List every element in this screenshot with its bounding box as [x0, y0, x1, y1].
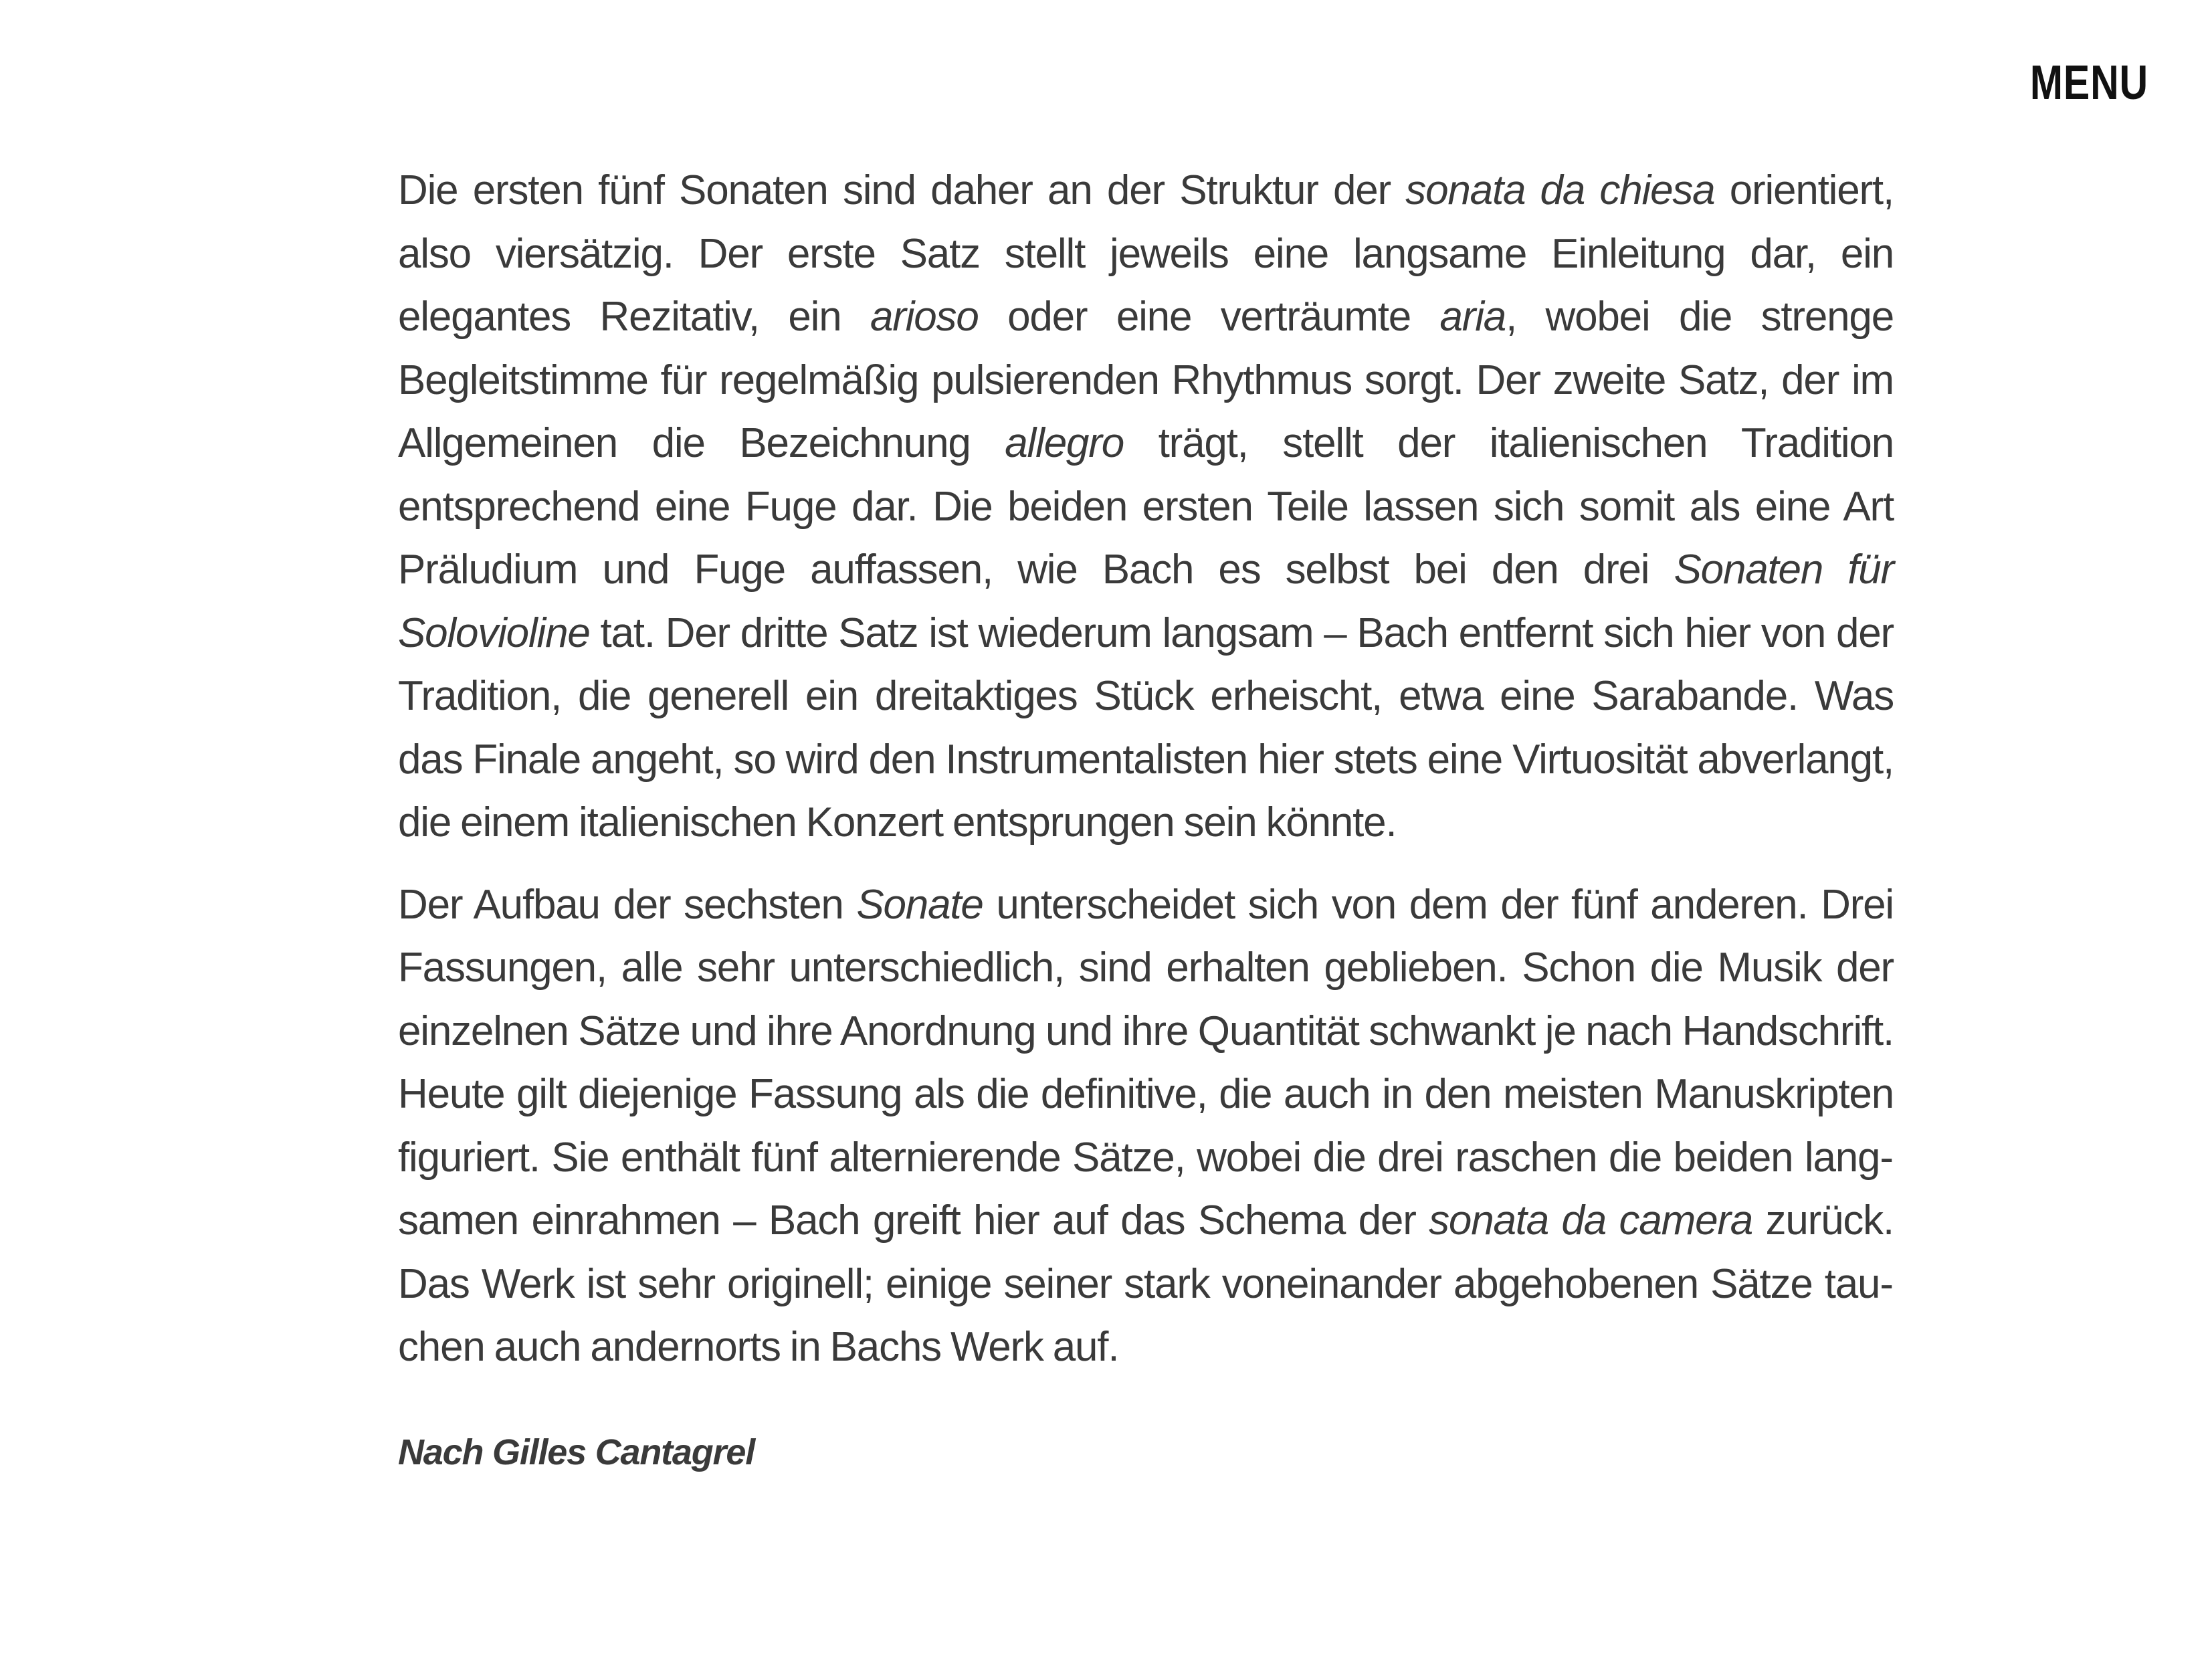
text-run: tat. Der dritte Satz ist wiederum langsam – Bach entfernt sich hier von der Tradition, die generell ein dreitaktiges Stück erheischt, etwa eine Sarabande. Was das Finale angeht, so wird den Instrumentalisten hier stets eine Virtuosität abverlangt, die einem italienischen Konzert entsprungen sein könnte.: [398, 609, 1894, 846]
italic-term: sonata da chiesa: [1405, 167, 1715, 213]
author-attribution: Nach Gilles Cantagrel: [398, 1432, 755, 1472]
article-body: [398, 159, 1894, 1473]
text-run: Die ersten fünf Sonaten sind daher an der Struktur der: [398, 167, 1406, 213]
text-run: unterscheidet sich von dem der fünf anderen. Drei Fassungen, alle sehr unterschiedlich, sind erhalten geblieben. Schon die Musik der einzelnen Sätze und ihre Anordnung und ihre Quantität schwankt je nach Handschrift. Heute gilt diejenige Fassung als die definitive, die auch in den meisten Manuskripten figuriert. Sie enthält fünf alternierende Sätze, wobei die drei raschen die beiden langsamen einrahmen – Bach greift hier auf das Schema der: [398, 881, 1894, 1244]
text-run: oder eine verträumte: [978, 294, 1440, 340]
text-run: trägt, stellt der italienischen Tradition entsprechend eine Fuge dar. Die beiden ersten Teile lassen sich somit als eine Art Präludium und Fuge auffassen, wie Bach es selbst bei den drei: [398, 420, 1894, 593]
italic-term: sonata da camera: [1429, 1197, 1753, 1244]
text-run: orientiert, also viersätzig. Der erste Satz stellt jeweils eine langsame Einleitung dar, ein elegantes Rezitativ, ein: [398, 167, 1894, 340]
paragraph-1: [398, 159, 1894, 855]
menu-button[interactable]: MENU: [2029, 56, 2148, 110]
italic-term: aria: [1439, 294, 1506, 340]
italic-term: Sonate: [856, 881, 983, 928]
paragraph-2: [398, 874, 1894, 1379]
italic-term: arioso: [870, 294, 979, 340]
text-run: zurück. Das Werk ist sehr originell; einige seiner stark voneinander abgehobenen Sätze tauchen auch andernorts in Bachs Werk auf.: [398, 1197, 1894, 1370]
italic-term: Sonaten für Solovioline: [398, 547, 1894, 656]
text-run: Der Aufbau der sechsten: [398, 881, 857, 928]
italic-term: allegro: [1005, 420, 1124, 466]
text-run: , wobei die strenge Begleitstimme für regelmäßig pulsierenden Rhythmus sorgt. Der zweite Satz, der im Allgemeinen die Bezeichnung: [398, 294, 1894, 466]
